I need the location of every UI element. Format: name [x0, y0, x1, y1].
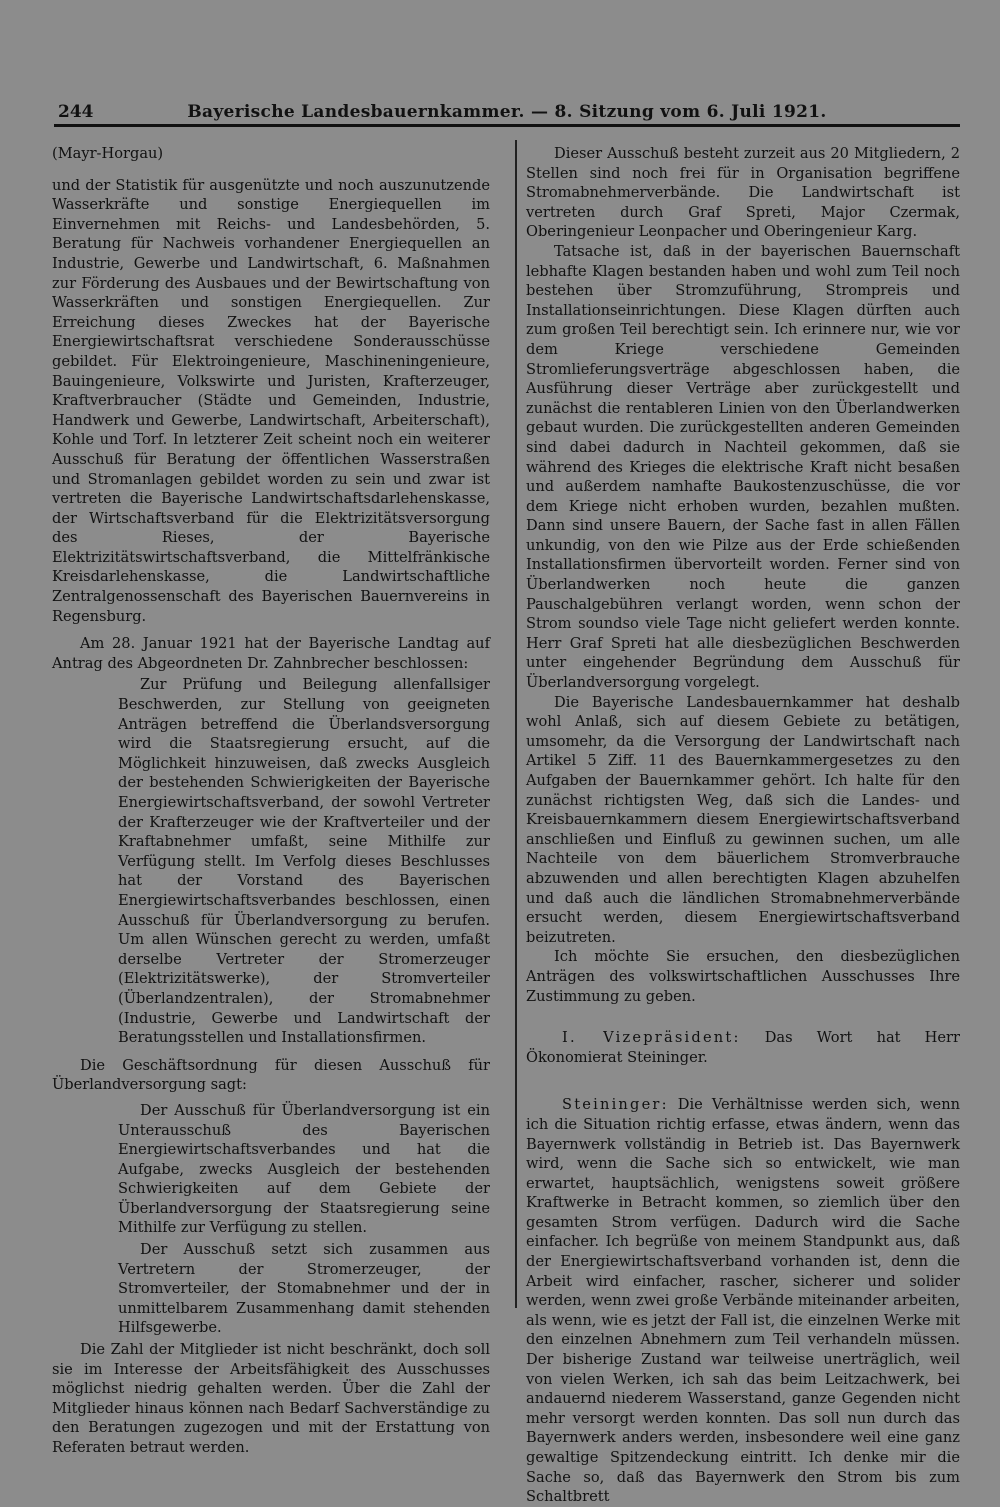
- quoted-resolution: Zur Prüfung und Beilegung allenfallsiger Beschwerden, zur Stellung von geeigneten Anträgen betreffend die Überlandsversorgung wird die Staatsregierung ersucht, auf die Möglichkeit hinzuweisen, daß zwecks Ausgleich der bestehenden Schwierigkeiten der Bayerische Energiewirtschaftsverband, der sowohl Vertreter der Krafterzeuger wie der Kraftverteiler und der Kraftabnehmer umfaßt, seine Mithilfe zur Verfügung stellt. Im Verfolg dieses Beschlusses hat der Vorstand des Bayerischen Energiewirtschaftsverbandes beschlossen, einen Ausschuß für Überlandversorgung zu berufen. Um allen Wünschen gerecht zu werden, umfaßt derselbe Vertreter der Stromerzeuger (Elektrizitätswerke), der Stromverteiler (Überlandzentralen), der Stromabnehmer (Industrie, Gewerbe und Landwirtschaft der Beratungsstellen und Installationsfirmen.: [118, 676, 490, 1047]
- speaker-label: Steininger:: [562, 1096, 669, 1114]
- speech-text: Die Verhältnisse werden sich, wenn ich die Situation richtig erfasse, etwas ändern, wenn das Bayernwerk vollständig in Betrieb ist. Das Bayernwerk wird, wenn die Sache sich so entwickelt, wie man erwartet, hauptsächlich, wenigstens soweit größere Kraftwerke in Betracht kommen, so ziemlich über den gesamten Strom verfügen. Dadurch wird die Sache einfacher. Ich begrüße von meinem Standpunkt aus, daß der Energiewirtschaftsverband vorhanden ist, denn die Arbeit wird einfacher, rascher, sicherer und solider werden, wenn zwei große Verbände miteinander arbeiten, als wenn, wie es jetzt der Fall ist, die einzelnen Werke mit den einzelnen Abnehmern zum Teil verhandeln müssen. Der bisherige Zustand war teilweise unerträglich, weil von vielen Werken, ich sah das beim Leitzachwerk, bei andauernd niederem Wasserstand, ganze Gegenden nicht mehr versorgt werden konnten. Das soll nun durch das Bayernwerk anders werden, insbesondere weil eine ganz gewaltige Spitzendeckung eintritt. Ich denke mir die Sache so, daß das Bayernwerk den Strom bis zum Schaltbrett: [526, 1096, 960, 1506]
- quoted-rules: Der Ausschuß für Überlandversorgung ist ein Unterausschuß des Bayerischen Energiewirtschaftsverbandes und hat die Aufgabe, zwecks Ausgleich der bestehenden Schwierigkeiten auf dem Gebiete der Überlandversorgung der Staatsregierung seine Mithilfe zur Verfügung zu stellen.: [118, 1101, 490, 1237]
- page-header: [54, 96, 960, 126]
- vice-president-remark: [526, 1028, 960, 1067]
- speaker-label: I. Vizepräsident:: [562, 1029, 741, 1047]
- left-column: [52, 144, 490, 1458]
- steininger-speech: [526, 1095, 960, 1506]
- header-rule: [54, 124, 960, 127]
- remark-text: Das Wort hat Herr Ökonomierat Steininger.: [526, 1029, 960, 1066]
- running-title: Bayerische Landesbauernkammer. — 8. Sitzung vom 6. Juli 1921.: [187, 102, 827, 122]
- paragraph: und der Statistik für ausgenützte und noch auszunutzende Wasserkräfte und sonstige Energiequellen im Einvernehmen mit Reichs- und Landesbehörden, 5. Beratung für Nachweis vorhandener Energiequellen an Industrie, Gewerbe und Landwirtschaft, 6. Maßnahmen zur Förderung des Ausbaues und der Bewirtschaftung von Wasserkräften und sonstigen Energiequellen. Zur Erreichung dieses Zweckes hat der Bayerische Energiewirtschaftsrat verschiedene Sonderausschüsse gebildet. Für Elektroingenieure, Maschineningenieure, Bauingenieure, Volkswirte und Juristen, Krafterzeuger, Kraftverbraucher (Städte und Gemeinden, Industrie, Handwerk und Gewerbe, Landwirtschaft, Arbeiterschaft), Kohle und Torf. In letzterer Zeit scheint noch ein weiterer Ausschuß für Beratung der öffentlichen Wasserstraßen und Stromanlagen gebildet worden zu sein und zwar ist vertreten die Bayerische Landwirtschaftsdarlehenskasse, der Wirtschaftsverband für die Elektrizitätsversorgung des Rieses, der Bayerische Elektrizitätswirtschaftsverband, die Mittelfränkische Kreisdarlehenskasse, die Landwirtschaftliche Zentralgenossenschaft des Bayerischen Bauernvereins in Regensburg.: [52, 176, 490, 625]
- quoted-rules: Der Ausschuß setzt sich zusammen aus Vertretern der Stromerzeuger, der Stromverteiler, der Stomabnehmer und der in unmittelbarem Zusammenhang damit stehenden Hilfsgewerbe.: [118, 1241, 490, 1337]
- right-column: [526, 144, 960, 1507]
- paragraph: Tatsache ist, daß in der bayerischen Bauernschaft lebhafte Klagen bestanden haben und wohl zum Teil noch bestehen über Stromzuführung, Strompreis und Installationseinrichtungen. Diese Klagen dürften auch zum großen Teil berechtigt sein. Ich erinnere nur, wie vor dem Kriege verschiedene Gemeinden Stromlieferungsverträge abgeschlossen haben, die Ausführung dieser Verträge aber zurückgestellt und zunächst die rentableren Linien von den Überlandwerken gebaut wurden. Die zurückgestellten anderen Gemeinden sind dabei dadurch in Nachteil gekommen, daß sie während des Krieges die elektrische Kraft nicht besaßen und außerdem namhafte Baukostenzuschüsse, die vor dem Kriege nicht erhoben wurden, bezahlen mußten. Dann sind unsere Bauern, der Sache fast in allen Fällen unkundig, von den wie Pilze aus der Erde schießenden Installationsfirmen übervorteilt worden. Ferner sind von Überlandwerken noch heute die ganzen Pauschalgebühren verlangt worden, wenn schon der Strom soundso viele Tage nicht geliefert werden konnte. Herr Graf Spreti hat alle diesbezüglichen Beschwerden unter eingehender Begründung dem Ausschuß für Überlandversorgung vorgelegt.: [526, 242, 960, 692]
- paragraph: Die Geschäftsordnung für diesen Ausschuß für Überlandversorgung sagt:: [52, 1056, 490, 1094]
- paragraph: Die Bayerische Landesbauernkammer hat deshalb wohl Anlaß, sich auf diesem Gebiete zu betätigen, umsomehr, da die Versorgung der Landwirtschaft nach Artikel 5 Ziff. 11 des Bauernkammergesetzes zu den Aufgaben der Bauernkammer gehört. Ich halte für den zunächst richtigsten Weg, daß sich die Landes- und Kreisbauernkammern diesem Energiewirtschaftsverband anschließen und Einfluß zu gewinnen suchen, um alle Nachteile von dem bäuerlichem Stromverbrauche abzuwenden und allen berechtigten Klagen abzuhelfen und daß auch die ländlichen Stromabnehmerverbände ersucht werden, diesem Energiewirtschaftsverband beizutreten.: [526, 693, 960, 946]
- paragraph: Am 28. Januar 1921 hat der Bayerische Landtag auf Antrag des Abgeordneten Dr. Zahnbrecher beschlossen:: [52, 635, 490, 672]
- paragraph: Dieser Ausschuß besteht zurzeit aus 20 Mitgliedern, 2 Stellen sind noch frei für in Organisation begriffene Stromabnehmerverbände. Die Landwirtschaft ist vertreten durch Graf Spreti, Major Czermak, Oberingenieur Leonpacher und Oberingenieur Karg.: [526, 145, 960, 241]
- column-divider: [515, 140, 517, 1308]
- paragraph: Die Zahl der Mitglieder ist nicht beschränkt, doch soll sie im Interesse der Arbeitsfähigkeit des Ausschusses möglichst niedrig gehalten werden. Über die Zahl der Mitglieder hinaus können nach Bedarf Sachverständige zu den Beratungen zugezogen und mit der Erstattung von Referaten betraut werden.: [52, 1341, 490, 1456]
- paragraph: Ich möchte Sie ersuchen, den diesbezüglichen Anträgen des volkswirtschaftlichen Ausschusses Ihre Zustimmung zu geben.: [526, 948, 960, 1005]
- speaker-tag: (Mayr-Horgau): [52, 145, 164, 162]
- page-number: 244: [58, 102, 94, 122]
